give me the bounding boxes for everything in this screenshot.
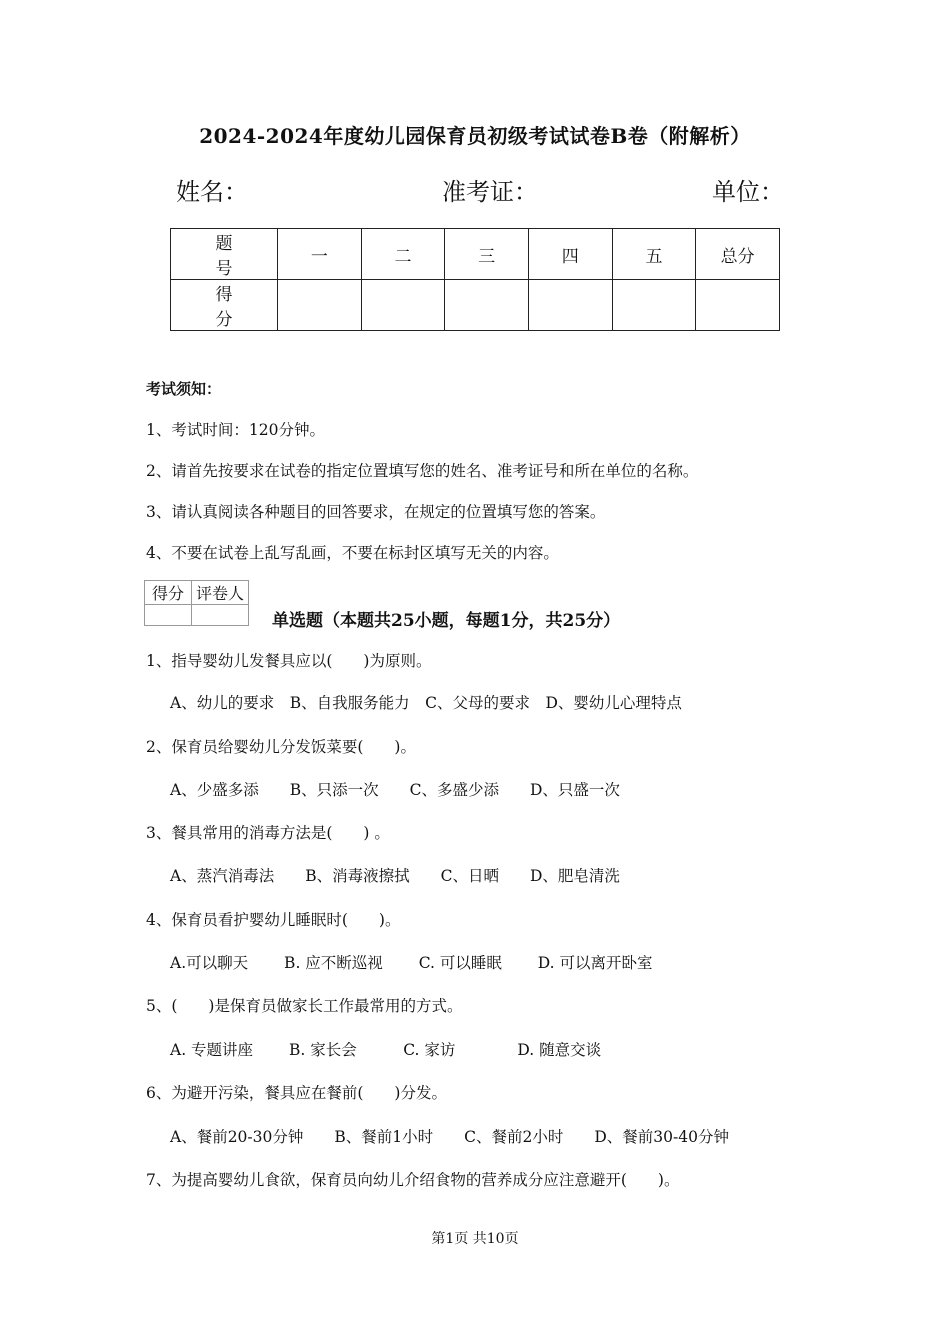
header-cell-3: 三 (445, 229, 529, 280)
exam-id-label: 准考证： (442, 178, 538, 206)
score-table-score-row (171, 280, 780, 331)
question-stem: 1、指导婴幼儿发餐具应以( )为原则。 (146, 652, 432, 670)
notice-item: 3、请认真阅读各种题目的回答要求，在规定的位置填写您的答案。 (146, 503, 606, 521)
notice-heading: 考试须知： (146, 380, 222, 398)
grader-score-label: 得分 (145, 581, 192, 605)
score-cell[interactable] (361, 280, 445, 331)
name-label: 姓名： (176, 178, 248, 206)
header-cell-2: 二 (361, 229, 445, 280)
notice-item: 4、不要在试卷上乱写乱画，不要在标封区填写无关的内容。 (146, 544, 559, 562)
score-cell[interactable] (528, 280, 612, 331)
question-options: A、少盛多添 B、只添一次 C、多盛少添 D、只盛一次 (170, 781, 620, 799)
score-cell[interactable] (612, 280, 696, 331)
question-stem: 2、保育员给婴幼儿分发饭菜要( )。 (146, 738, 416, 756)
grader-box (144, 580, 249, 626)
section-title: 单选题（本题共25小题，每题1分，共25分） (272, 611, 621, 631)
question-options: A. 专题讲座 B. 家长会 C. 家访 D. 随意交谈 (170, 1041, 602, 1059)
score-table-header-row (171, 229, 780, 280)
question-stem: 5、( )是保育员做家长工作最常用的方式。 (146, 997, 463, 1015)
score-cell-total[interactable] (696, 280, 780, 331)
header-cell-5: 五 (612, 229, 696, 280)
header-cell-4: 四 (528, 229, 612, 280)
question-stem: 7、为提高婴幼儿食欲，保育员向幼儿介绍食物的营养成分应注意避开( )。 (146, 1171, 680, 1189)
grader-reviewer-cell[interactable] (192, 605, 249, 626)
header-cell-total: 总分 (696, 229, 780, 280)
question-stem: 4、保育员看护婴幼儿睡眠时( )。 (146, 911, 401, 929)
exam-title: 2024-2024年度幼儿园保育员初级考试试卷B卷（附解析） (199, 124, 751, 148)
page-footer: 第1页 共10页 (431, 1231, 519, 1247)
unit-label: 单位： (712, 178, 784, 206)
header-cell-1: 一 (278, 229, 362, 280)
header-cell-label: 题 号 (171, 229, 278, 280)
question-options: A.可以聊天 B. 应不断巡视 C. 可以睡眠 D. 可以离开卧室 (170, 954, 653, 972)
score-row-label: 得 分 (171, 280, 278, 331)
question-stem: 3、餐具常用的消毒方法是( ) 。 (146, 824, 390, 842)
grader-score-cell[interactable] (145, 605, 192, 626)
question-stem: 6、为避开污染，餐具应在餐前( )分发。 (146, 1084, 447, 1102)
question-options: A、餐前20-30分钟 B、餐前1小时 C、餐前2小时 D、餐前30-40分钟 (170, 1128, 729, 1146)
grader-reviewer-label: 评卷人 (192, 581, 249, 605)
question-options: A、幼儿的要求 B、自我服务能力 C、父母的要求 D、婴幼儿心理特点 (170, 694, 682, 712)
question-options: A、蒸汽消毒法 B、消毒液擦拭 C、日晒 D、肥皂清洗 (170, 867, 620, 885)
notice-item: 2、请首先按要求在试卷的指定位置填写您的姓名、准考证号和所在单位的名称。 (146, 462, 699, 480)
score-cell[interactable] (278, 280, 362, 331)
score-cell[interactable] (445, 280, 529, 331)
score-table (170, 228, 780, 331)
notice-item: 1、考试时间：120分钟。 (146, 421, 325, 439)
